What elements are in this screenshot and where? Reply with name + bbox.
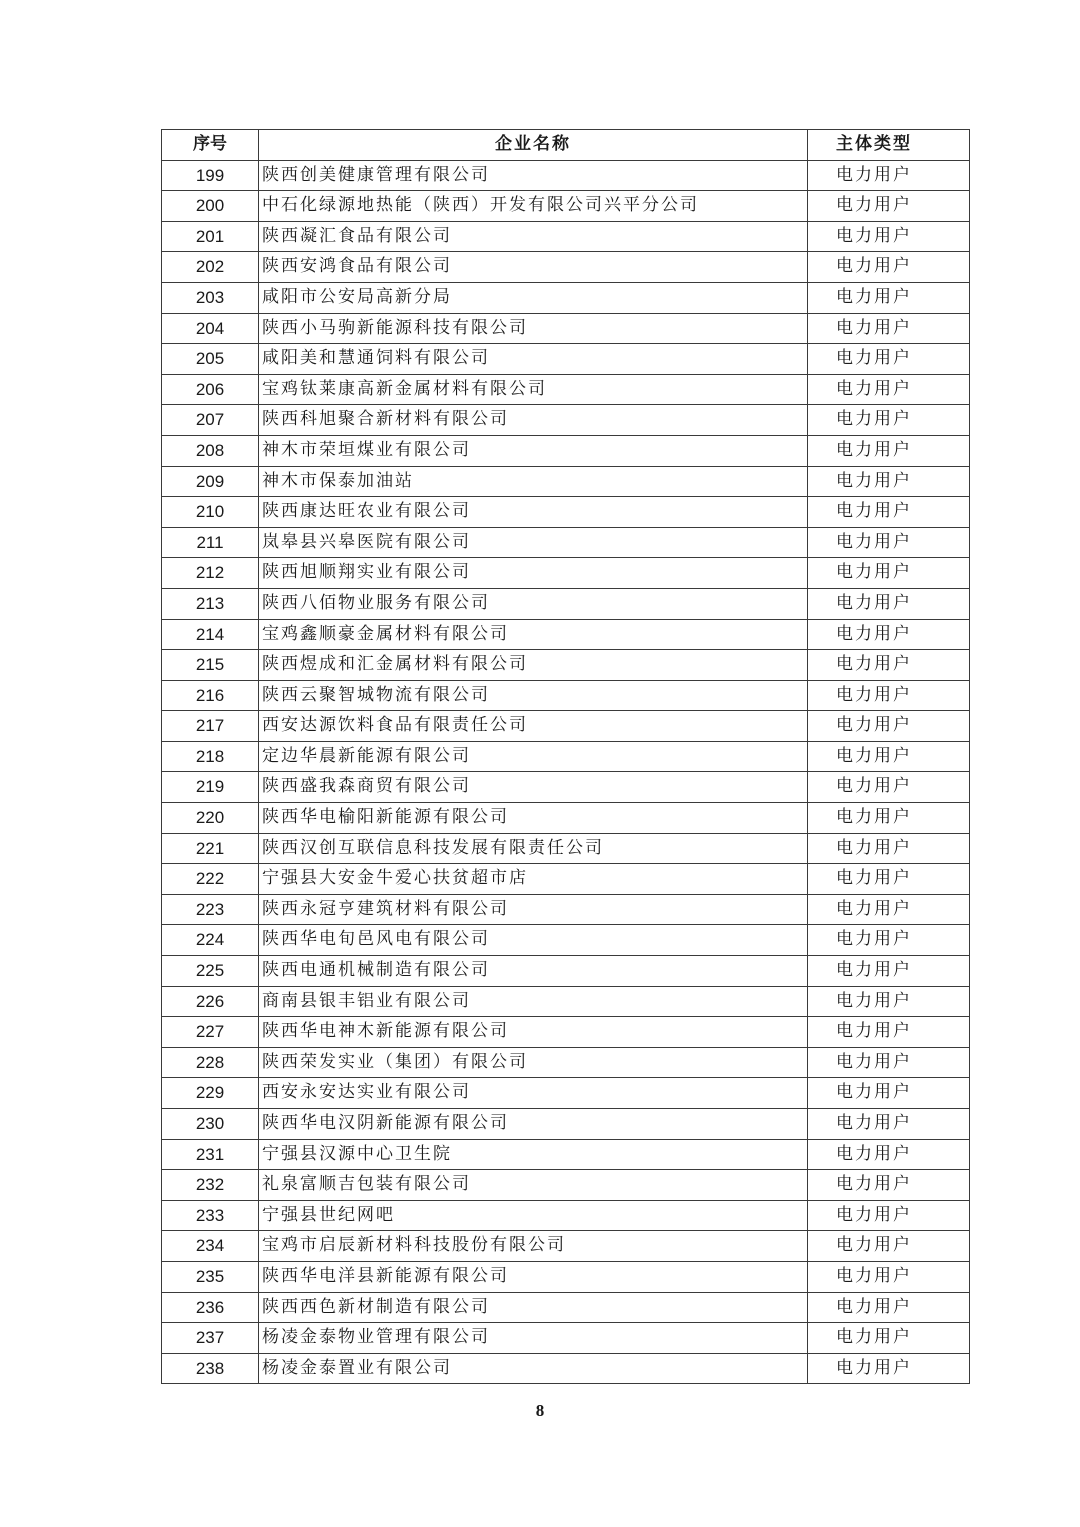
row-company-name: 神木市保泰加油站 [259,466,808,497]
row-company-name: 陕西西色新材制造有限公司 [259,1292,808,1323]
row-company-name: 陕西康达旺农业有限公司 [259,497,808,528]
row-entity-type: 电力用户 [808,1323,970,1354]
row-company-name: 陕西华电汉阴新能源有限公司 [259,1109,808,1140]
header-company-name: 企业名称 [259,130,808,161]
table-row [162,1170,970,1201]
table-row [162,680,970,711]
row-index: 216 [162,680,259,711]
row-index: 214 [162,619,259,650]
row-entity-type: 电力用户 [808,344,970,375]
row-entity-type: 电力用户 [808,1047,970,1078]
row-entity-type: 电力用户 [808,1170,970,1201]
row-company-name: 陕西盛我森商贸有限公司 [259,772,808,803]
row-entity-type: 电力用户 [808,1353,970,1384]
table-row [162,497,970,528]
row-index: 215 [162,650,259,681]
table-row [162,772,970,803]
row-index: 224 [162,925,259,956]
row-company-name: 陕西汉创互联信息科技发展有限责任公司 [259,833,808,864]
row-company-name: 陕西凝汇食品有限公司 [259,221,808,252]
row-company-name: 陕西华电神木新能源有限公司 [259,1017,808,1048]
row-entity-type: 电力用户 [808,558,970,589]
row-index: 238 [162,1353,259,1384]
table-row [162,956,970,987]
table-row [162,1047,970,1078]
table-row [162,1292,970,1323]
row-index: 226 [162,986,259,1017]
row-company-name: 宝鸡鑫顺豪金属材料有限公司 [259,619,808,650]
row-entity-type: 电力用户 [808,772,970,803]
row-company-name: 礼泉富顺吉包装有限公司 [259,1170,808,1201]
row-entity-type: 电力用户 [808,925,970,956]
table-row [162,191,970,222]
row-index: 207 [162,405,259,436]
row-entity-type: 电力用户 [808,221,970,252]
row-entity-type: 电力用户 [808,313,970,344]
row-entity-type: 电力用户 [808,650,970,681]
table-row [162,803,970,834]
row-company-name: 陕西永冠亨建筑材料有限公司 [259,894,808,925]
table-row [162,374,970,405]
row-entity-type: 电力用户 [808,466,970,497]
row-entity-type: 电力用户 [808,588,970,619]
table-row [162,1353,970,1384]
row-company-name: 西安达源饮料食品有限责任公司 [259,711,808,742]
row-company-name: 定边华晨新能源有限公司 [259,741,808,772]
row-entity-type: 电力用户 [808,1261,970,1292]
row-index: 201 [162,221,259,252]
row-entity-type: 电力用户 [808,405,970,436]
row-entity-type: 电力用户 [808,864,970,895]
row-company-name: 岚皋县兴皋医院有限公司 [259,527,808,558]
table-row [162,741,970,772]
row-index: 233 [162,1200,259,1231]
row-entity-type: 电力用户 [808,619,970,650]
row-company-name: 陕西旭顺翔实业有限公司 [259,558,808,589]
row-company-name: 陕西八佰物业服务有限公司 [259,588,808,619]
row-entity-type: 电力用户 [808,680,970,711]
row-company-name: 咸阳美和慧通饲料有限公司 [259,344,808,375]
row-company-name: 陕西云聚智城物流有限公司 [259,680,808,711]
row-entity-type: 电力用户 [808,1231,970,1262]
table-row [162,405,970,436]
row-company-name: 陕西创美健康管理有限公司 [259,160,808,191]
row-entity-type: 电力用户 [808,956,970,987]
table-row [162,282,970,313]
table-row [162,466,970,497]
enterprise-table [161,129,970,1384]
row-company-name: 陕西荣发实业（集团）有限公司 [259,1047,808,1078]
row-entity-type: 电力用户 [808,711,970,742]
table-row [162,558,970,589]
row-entity-type: 电力用户 [808,374,970,405]
row-company-name: 陕西华电榆阳新能源有限公司 [259,803,808,834]
row-company-name: 商南县银丰铝业有限公司 [259,986,808,1017]
row-index: 210 [162,497,259,528]
row-index: 225 [162,956,259,987]
row-index: 236 [162,1292,259,1323]
table-row [162,925,970,956]
table-row [162,435,970,466]
table-row [162,344,970,375]
row-entity-type: 电力用户 [808,833,970,864]
row-company-name: 杨凌金泰置业有限公司 [259,1353,808,1384]
row-entity-type: 电力用户 [808,252,970,283]
row-company-name: 中石化绿源地热能（陕西）开发有限公司兴平分公司 [259,191,808,222]
row-company-name: 陕西华电旬邑风电有限公司 [259,925,808,956]
row-company-name: 陕西小马驹新能源科技有限公司 [259,313,808,344]
table-row [162,160,970,191]
row-company-name: 神木市荣垣煤业有限公司 [259,435,808,466]
table-row [162,711,970,742]
row-entity-type: 电力用户 [808,741,970,772]
row-index: 213 [162,588,259,619]
row-index: 219 [162,772,259,803]
row-company-name: 宁强县大安金牛爱心扶贫超市店 [259,864,808,895]
row-entity-type: 电力用户 [808,1109,970,1140]
table-row [162,1323,970,1354]
row-company-name: 陕西安鸿食品有限公司 [259,252,808,283]
page-number: 8 [535,1401,545,1420]
row-company-name: 咸阳市公安局高新分局 [259,282,808,313]
row-index: 229 [162,1078,259,1109]
table-row [162,1231,970,1262]
row-index: 223 [162,894,259,925]
row-index: 227 [162,1017,259,1048]
header-entity-type: 主体类型 [808,130,970,161]
row-index: 228 [162,1047,259,1078]
row-entity-type: 电力用户 [808,160,970,191]
row-index: 235 [162,1261,259,1292]
row-company-name: 宁强县世纪网吧 [259,1200,808,1231]
table-row [162,619,970,650]
row-index: 200 [162,191,259,222]
table-row [162,650,970,681]
row-entity-type: 电力用户 [808,986,970,1017]
table-row [162,1078,970,1109]
row-company-name: 西安永安达实业有限公司 [259,1078,808,1109]
row-company-name: 陕西科旭聚合新材料有限公司 [259,405,808,436]
row-entity-type: 电力用户 [808,435,970,466]
row-index: 203 [162,282,259,313]
row-index: 217 [162,711,259,742]
row-index: 212 [162,558,259,589]
row-company-name: 宝鸡钛莱康高新金属材料有限公司 [259,374,808,405]
table-row [162,864,970,895]
row-index: 202 [162,252,259,283]
table-row [162,1200,970,1231]
row-company-name: 宝鸡市启辰新材料科技股份有限公司 [259,1231,808,1262]
table-row [162,1261,970,1292]
row-company-name: 陕西华电洋县新能源有限公司 [259,1261,808,1292]
row-index: 204 [162,313,259,344]
header-index: 序号 [162,130,259,161]
row-entity-type: 电力用户 [808,191,970,222]
row-index: 208 [162,435,259,466]
table-row [162,588,970,619]
table-row [162,527,970,558]
row-company-name: 陕西电通机械制造有限公司 [259,956,808,987]
row-entity-type: 电力用户 [808,1200,970,1231]
row-entity-type: 电力用户 [808,1078,970,1109]
row-index: 220 [162,803,259,834]
row-index: 205 [162,344,259,375]
row-company-name: 杨凌金泰物业管理有限公司 [259,1323,808,1354]
row-entity-type: 电力用户 [808,282,970,313]
row-entity-type: 电力用户 [808,497,970,528]
row-entity-type: 电力用户 [808,894,970,925]
table-header-row [162,130,970,161]
row-company-name: 宁强县汉源中心卫生院 [259,1139,808,1170]
table-row [162,1109,970,1140]
row-index: 209 [162,466,259,497]
table-row [162,221,970,252]
row-index: 222 [162,864,259,895]
row-index: 199 [162,160,259,191]
row-entity-type: 电力用户 [808,1017,970,1048]
table-row [162,313,970,344]
row-index: 237 [162,1323,259,1354]
row-entity-type: 电力用户 [808,1292,970,1323]
row-company-name: 陕西煜成和汇金属材料有限公司 [259,650,808,681]
table-row [162,1017,970,1048]
row-entity-type: 电力用户 [808,1139,970,1170]
table-row [162,894,970,925]
row-index: 231 [162,1139,259,1170]
row-index: 211 [162,527,259,558]
table-row [162,252,970,283]
row-entity-type: 电力用户 [808,527,970,558]
row-index: 218 [162,741,259,772]
row-index: 230 [162,1109,259,1140]
row-index: 221 [162,833,259,864]
row-entity-type: 电力用户 [808,803,970,834]
table-row [162,833,970,864]
row-index: 234 [162,1231,259,1262]
row-index: 206 [162,374,259,405]
row-index: 232 [162,1170,259,1201]
table-row [162,986,970,1017]
table-row [162,1139,970,1170]
